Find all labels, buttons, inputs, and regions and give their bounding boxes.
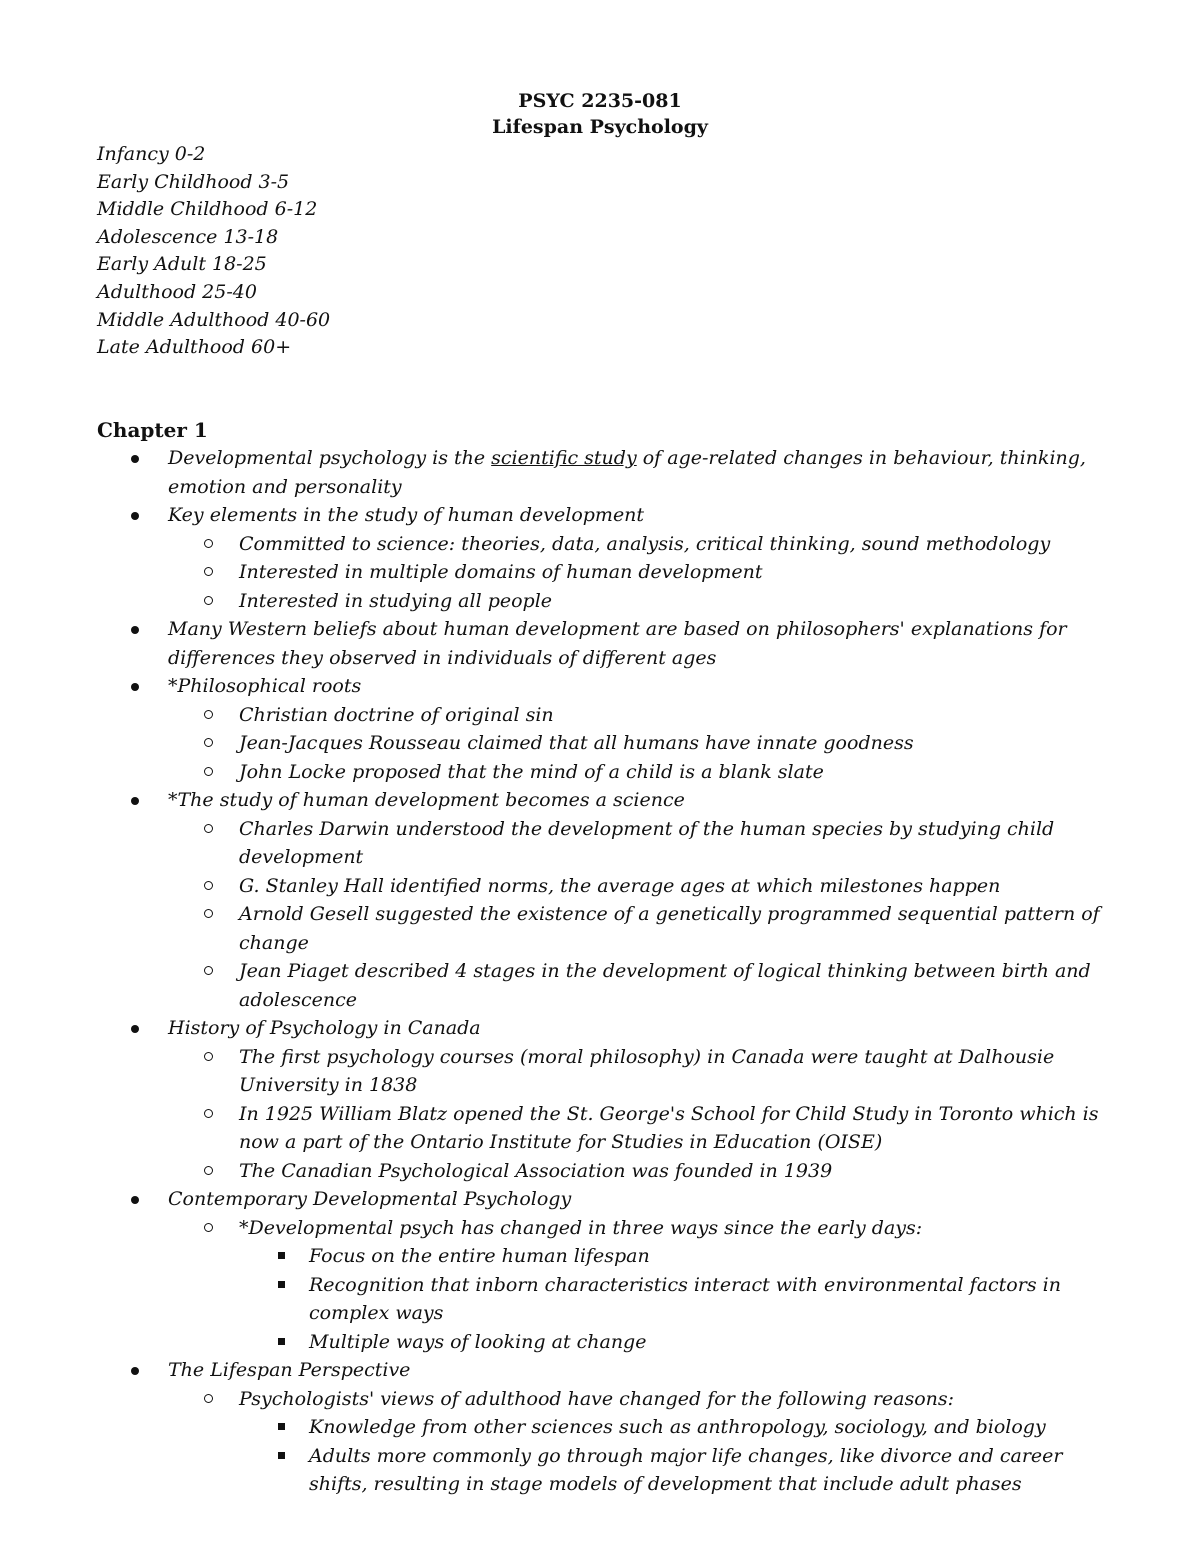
chapter-heading: Chapter 1 xyxy=(97,418,208,442)
bullet-item xyxy=(0,1356,1200,1385)
bullet-text: Contemporary Developmental Psychology xyxy=(168,1188,572,1210)
sub-sub-bullet-item xyxy=(0,1442,1200,1471)
age-range-item: Late Adulthood 60+ xyxy=(97,336,292,359)
bullet-marker xyxy=(131,1367,139,1375)
sub-bullet-text: Psychologists' views of adulthood have changed for the following reasons: xyxy=(239,1387,955,1410)
bullet-marker xyxy=(131,683,139,691)
bullet-item xyxy=(0,672,1200,701)
square-bullet-marker xyxy=(278,1281,285,1288)
sub-bullet-marker xyxy=(204,710,213,719)
sub-sub-bullet-continuation: complex ways xyxy=(309,1302,444,1324)
sub-bullet-text: Interested in multiple domains of human development xyxy=(239,561,763,583)
sub-bullet-marker xyxy=(204,909,213,918)
sub-bullet-text: The Canadian Psychological Association was founded in 1939 xyxy=(239,1159,833,1182)
sub-sub-bullet-text: Recognition that inborn characteristics interact with environmental factors in xyxy=(309,1273,1061,1296)
sub-bullet-text: The first psychology courses (moral philosophy) in Canada were taught at Dalhousie xyxy=(239,1045,1055,1068)
sub-bullet-text: In 1925 William Blatz opened the St. George's School for Child Study in Toronto which is xyxy=(239,1102,1099,1125)
sub-bullet-continuation: University in 1838 xyxy=(239,1074,418,1096)
sub-sub-bullet-item xyxy=(0,1242,1200,1271)
bullet-text: Key elements in the study of human development xyxy=(168,504,645,526)
bullet-marker xyxy=(131,1196,139,1204)
sub-bullet-item xyxy=(0,1214,1200,1243)
age-range-item: Middle Adulthood 40-60 xyxy=(97,308,331,331)
sub-bullet-text: Committed to science: theories, data, analysis, critical thinking, sound methodology xyxy=(239,532,1051,555)
course-code: PSYC 2235-081 xyxy=(518,90,682,112)
sub-sub-bullet-text: Focus on the entire human lifespan xyxy=(309,1245,650,1267)
sub-bullet-item xyxy=(0,558,1200,587)
sub-bullet-item xyxy=(0,701,1200,730)
sub-sub-bullet-text: Multiple ways of looking at change xyxy=(309,1330,647,1353)
sub-sub-bullet-item xyxy=(0,1271,1200,1300)
sub-bullet-text: Christian doctrine of original sin xyxy=(239,703,554,726)
sub-bullet-continuation: now a part of the Ontario Institute for Studies in Education (OISE) xyxy=(239,1131,883,1153)
sub-bullet-text: Jean Piaget described 4 stages in the development of logical thinking between birth and xyxy=(239,960,1091,982)
sub-bullet-text: Charles Darwin understood the development of the human species by studying child xyxy=(239,817,1055,840)
course-title: Lifespan Psychology xyxy=(492,116,708,138)
sub-bullet-continuation: development xyxy=(239,846,364,868)
sub-bullet-marker xyxy=(204,824,213,833)
square-bullet-marker xyxy=(278,1338,285,1345)
sub-bullet-marker xyxy=(204,1223,213,1232)
bullet-marker xyxy=(131,1025,139,1033)
sub-bullet-marker xyxy=(204,1394,213,1403)
sub-bullet-continuation: change xyxy=(239,931,309,954)
underlined-term: scientific study xyxy=(491,447,637,469)
age-ranges-list xyxy=(97,141,330,362)
sub-sub-bullet-text: Knowledge from other sciences such as anthropology, sociology, and biology xyxy=(309,1416,1046,1438)
sub-bullet-marker xyxy=(204,539,213,548)
bullet-marker xyxy=(131,797,139,805)
sub-bullet-item xyxy=(0,1385,1200,1414)
sub-bullet-item xyxy=(0,872,1200,901)
bullet-text: *The study of human development becomes a science xyxy=(168,789,685,811)
square-bullet-marker xyxy=(278,1423,285,1430)
sub-sub-bullet-item xyxy=(0,1328,1200,1357)
bullet-text: History of Psychology in Canada xyxy=(168,1017,481,1039)
bullet-text: The Lifespan Perspective xyxy=(168,1359,411,1381)
sub-bullet-marker xyxy=(204,738,213,747)
age-range-item: Early Childhood 3-5 xyxy=(97,170,290,193)
sub-bullet-item xyxy=(0,1100,1200,1129)
sub-bullet-item xyxy=(0,587,1200,616)
sub-bullet-item xyxy=(0,530,1200,559)
age-range-item: Early Adult 18-25 xyxy=(97,253,267,276)
sub-bullet-marker xyxy=(204,567,213,576)
chapter-notes-list xyxy=(0,444,1200,1499)
sub-sub-bullet-continuation: shifts, resulting in stage models of development that include adult phases xyxy=(309,1473,1022,1495)
bullet-text-part: of age-related changes in behaviour, thinking, xyxy=(636,447,1086,469)
bullet-item xyxy=(0,1014,1200,1043)
sub-bullet-text: Jean-Jacques Rousseau claimed that all humans have innate goodness xyxy=(239,732,914,754)
sub-bullet-text: Interested in studying all people xyxy=(239,589,553,612)
bullet-item xyxy=(0,501,1200,530)
sub-bullet-marker xyxy=(204,1052,213,1061)
square-bullet-marker xyxy=(278,1252,285,1259)
sub-bullet-marker xyxy=(204,767,213,776)
sub-sub-bullet-text: Adults more commonly go through major life changes, like divorce and career xyxy=(309,1444,1063,1467)
bullet-item xyxy=(0,786,1200,815)
square-bullet-marker xyxy=(278,1452,285,1459)
bullet-text-part: Developmental psychology is the xyxy=(168,447,492,469)
sub-bullet-item xyxy=(0,900,1200,929)
sub-bullet-text: John Locke proposed that the mind of a child is a blank slate xyxy=(239,760,824,783)
age-range-item: Adulthood 25-40 xyxy=(97,280,257,303)
bullet-continuation: differences they observed in individuals of different ages xyxy=(168,646,717,669)
bullet-item xyxy=(0,615,1200,644)
sub-bullet-item xyxy=(0,957,1200,986)
sub-bullet-item xyxy=(0,815,1200,844)
sub-bullet-marker xyxy=(204,1166,213,1175)
age-range-item: Middle Childhood 6-12 xyxy=(97,198,318,221)
bullet-marker xyxy=(131,626,139,634)
bullet-item xyxy=(0,1185,1200,1214)
sub-bullet-item xyxy=(0,1043,1200,1072)
sub-bullet-item xyxy=(0,729,1200,758)
bullet-text: Many Western beliefs about human development are based on philosophers' explanations for xyxy=(168,618,1067,640)
sub-bullet-marker xyxy=(204,966,213,975)
age-range-item: Adolescence 13-18 xyxy=(97,225,279,248)
bullet-marker xyxy=(131,455,139,463)
bullet-continuation: emotion and personality xyxy=(168,475,402,498)
sub-bullet-text: *Developmental psych has changed in three ways since the early days: xyxy=(239,1216,923,1239)
sub-sub-bullet-item xyxy=(0,1413,1200,1442)
age-range-item: Infancy 0-2 xyxy=(97,143,206,165)
sub-bullet-item xyxy=(0,758,1200,787)
sub-bullet-text: G. Stanley Hall identified norms, the average ages at which milestones happen xyxy=(239,874,1001,897)
sub-bullet-text: Arnold Gesell suggested the existence of a genetically programmed sequential pattern of xyxy=(239,903,1100,925)
sub-bullet-marker xyxy=(204,596,213,605)
sub-bullet-marker xyxy=(204,881,213,890)
bullet-marker xyxy=(131,512,139,520)
sub-bullet-marker xyxy=(204,1109,213,1118)
sub-bullet-item xyxy=(0,1157,1200,1186)
sub-bullet-continuation: adolescence xyxy=(239,988,358,1011)
bullet-item xyxy=(0,444,1200,473)
bullet-text: *Philosophical roots xyxy=(168,675,362,697)
